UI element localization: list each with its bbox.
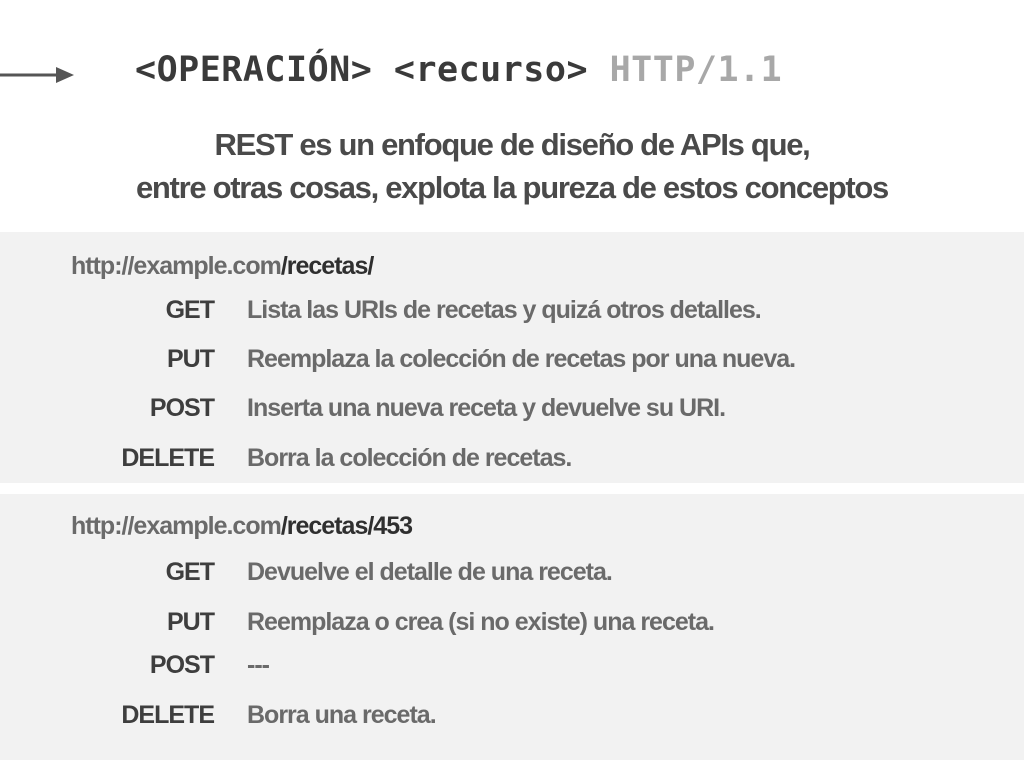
protocol-version: HTTP/1.1 <box>609 50 783 90</box>
right-arrow-icon <box>0 64 74 86</box>
operation-description: Devuelve el detalle de una receta. <box>247 558 612 586</box>
resource-placeholder: <recurso> <box>393 50 589 90</box>
operation-placeholder: <OPERACIÓN> <box>135 50 373 90</box>
subtitle-line-2: entre otras cosas, explota la pureza de estos conceptos <box>135 170 888 205</box>
http-method: POST <box>149 394 214 422</box>
item-panel <box>0 494 1024 760</box>
http-method: DELETE <box>121 444 214 472</box>
operation-description: Inserta una nueva receta y devuelve su URI. <box>247 394 726 422</box>
subtitle-line-1: REST es un enfoque de diseño de APIs que, <box>214 127 810 162</box>
operation-description: Lista las URIs de recetas y quizá otros detalles. <box>247 296 761 324</box>
operation-row <box>0 444 1024 478</box>
url-path: /recetas/453 <box>280 512 413 540</box>
http-request-line <box>135 50 782 90</box>
http-method: GET <box>165 296 214 324</box>
http-method: PUT <box>167 345 214 373</box>
http-method: GET <box>165 558 214 586</box>
resource-url <box>71 512 412 541</box>
http-method: DELETE <box>121 701 214 729</box>
operation-row <box>0 394 1024 428</box>
operation-description: Borra la colección de recetas. <box>247 444 572 472</box>
resource-url <box>71 252 373 281</box>
collection-panel <box>0 232 1024 483</box>
http-method: PUT <box>167 608 214 636</box>
url-base: http://example.com <box>71 512 281 540</box>
operation-row <box>0 651 1024 685</box>
operation-description: Reemplaza o crea (si no existe) una receta. <box>247 608 714 636</box>
operation-description: Reemplaza la colección de recetas por una nueva. <box>247 345 796 373</box>
operation-row <box>0 296 1024 330</box>
url-path: /recetas/ <box>280 252 374 280</box>
operation-description: Borra una receta. <box>247 701 436 729</box>
operation-row <box>0 608 1024 642</box>
url-base: http://example.com <box>71 252 281 280</box>
operation-row <box>0 345 1024 379</box>
operation-row <box>0 701 1024 735</box>
http-method: POST <box>149 651 214 679</box>
operation-description: --- <box>247 651 269 679</box>
operation-row <box>0 558 1024 592</box>
